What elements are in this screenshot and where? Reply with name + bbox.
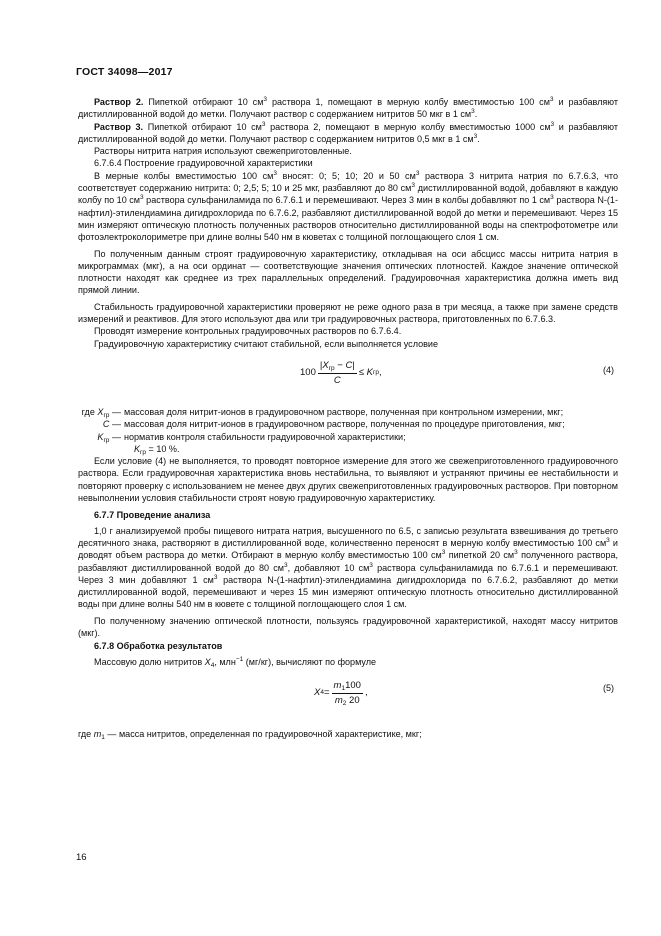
formula-4-fraction: $\frac{|X_{гр} - C|}{C}$ [319,359,355,386]
condition-not-met-paragraph: Если условие (4) не выполняется, то проводят повторное измерение для этого же свежеприготовленного градуировочного раствора. Если градуировочная характеристика вновь нестабильна, то выявляют и устраняют причины ее нестабильности и повторяют проверку с использованием не менее двух других свежеприготовленных градуировочных растворов. При повторном невыполнении условия стабильности строят новую градуировочную характеристику. [78,456,618,504]
build-characteristic-paragraph: По полученным данным строят градуировочную характеристику, откладывая на оси абсцисс массы нитрита натрия в микрограммах (мкг), а на оси ординат — соответствующие значения оптических плотностей. Каждое значение оптической плотности находят как среднее из трех параллельных определений. Градуировочная характеристика должна иметь вид прямой линии. [78,248,618,296]
formula-5-expression: X 4 = $\frac{m_1100}{m_2 20}$ , [314,679,368,707]
formula-4-expression: 100 $\frac{|X_{гр} - C|}{C}$ ≤ K гр , [300,359,382,386]
analysis-paragraph: 1,0 г анализируемой пробы пищевого нитрата натрия, высушенного по 6.5, с записью результата взвешивания до третьего десятичного знака, растворяют в дистиллированной воде, количественно переносят в мерную колбу вместимостью 100 $см^3$ и доводят объем раствора до метки. Отбирают в мерную колбу вместимостью 100 $см^3$ пипеткой 20 $см^3$ полученного раствора, разбавляют дистиллированной водой до 80 $см^3$, добавляют 10 $см^3$ раствора сульфаниламида по 6.7.6.1 и перемешивают. Через 3 мин добавляют 1 $см^3$ раствора N-(1-нафтил)-этилендиамина дигидрохлорида по 6.7.6.2, разбавляют до метки дистиллированной водой, перемешивают и через 15 мин измеряют оптическую плотность относительно дистиллированной воды при длине волны 540 нм в кювете с толщиной поглощающего слоя 1 см. [78,525,618,610]
formula-5-legend: где $m_1$ — масса нитритов, определенная по градуировочной характеристике, мкг; [78,728,422,741]
legend-k-gr-value: $K_{гр} = 10$ %. [134,443,180,456]
formula-4-legend [78,406,618,455]
mass-paragraph: По полученному значению оптической плотности, пользуясь градуировочной характеристикой, находят массу нитритов (мкг). [78,615,618,638]
flasks-paragraph: В мерные колбы вместимостью 100 $см^3$ вносят: 0; 5; 10; 20 и 50 $см^3$ раствора 3 нитрита натрия по 6.7.6.3, что соответствует содержанию нитрита: 0; 2,5; 5; 10 и 25 мкг, разбавляют до 80 $см^3$ дистиллированной водой, добавляют в каждую колбу по 10 $см^3$ раствора сульфаниламида по 6.7.6.1 и перемешивают. Через 3 мин в колбы добавляют по 1 $см^3$ раствора N-(1-нафтил)-этилендиамина дигидрохлорида по 6.7.6.2, разбавляют дистиллированной водой до метки и перемешивают. Через 15 мин измеряют оптическую плотность полученных растворов относительно дистиллированной воды на спектрофотометре или фотоэлектроколориметре при длине волны 540 нм в кюветах с толщиной поглощающего слоя 1 см. [78,169,618,243]
formula-4 [78,356,618,400]
legend-k-gr: $K_{гр}$ — норматив контроля стабильности градуировочной характеристики; [97,431,406,444]
section-677-heading: 6.7.7 Проведение анализа [94,510,211,521]
formula-5 [78,674,618,722]
section-678-heading: 6.7.8 Обработка результатов [94,641,223,652]
stability-paragraph: Стабильность градуировочной характеристики проверяют не реже одного раза в три месяца, а также при замене средств измерений и реактивов. Для этого используют два или три градуировочных раствора, приготовленных по 6.7.6.3. [78,301,618,325]
formula-intro-paragraph: Массовую долю нитритов $X_4$, млн$^{-1}$ (мг/кг), вычисляют по формуле [94,655,377,669]
condition-paragraph: Градуировочную характеристику считают стабильной, если выполняется условие [94,338,439,349]
formula-5-fraction: $\frac{m_1100}{m_2 20}$ [333,679,361,707]
document-header: ГОСТ 34098—2017 [76,66,173,78]
legend-c: C — массовая доля нитрит-ионов в градуировочном растворе, полученная по процедуре приготовления, мкг; [102,419,565,430]
document-body [78,96,618,740]
fresh-solutions-note: Растворы нитрита натрия используют свежеприготовленные. [94,146,352,157]
control-measurement-paragraph: Проводят измерение контрольных градуировочных растворов по 6.7.6.4. [94,326,402,337]
formula-4-number: (4) [602,364,614,375]
formula-5-number: (5) [602,682,614,693]
solution-2-paragraph: Раствор 2. Пипеткой отбирают 10 $см^3$ раствора 1, помещают в мерную колбу вместимостью 100 $см^3$ и разбавляют дистиллированной водой до метки. Получают раствор с содержанием нитритов 50 мкг в 1 $см^3$. [78,96,618,120]
solution-2-label: Раствор 2. [94,97,144,107]
solution-3-label: Раствор 3. [94,121,144,132]
page-number: 16 [76,852,87,863]
solution-3-paragraph: Раствор 3. Пипеткой отбирают 10 $см^3$ раствора 2, помещают в мерную колбу вместимостью 1000 $см^3$ и разбавляют дистиллированной водой до метки. Получают раствор с содержанием нитритов 0,5 мкг в 1 $см^3$. [78,120,618,144]
legend-x-gr: где $X_{гр}$ — массовая доля нитрит-ионов в градуировочном растворе, полученная при контрольном измерении, мкг; [81,406,564,419]
section-6764-heading: 6.7.6.4 Построение градуировочной характеристики [94,158,313,169]
